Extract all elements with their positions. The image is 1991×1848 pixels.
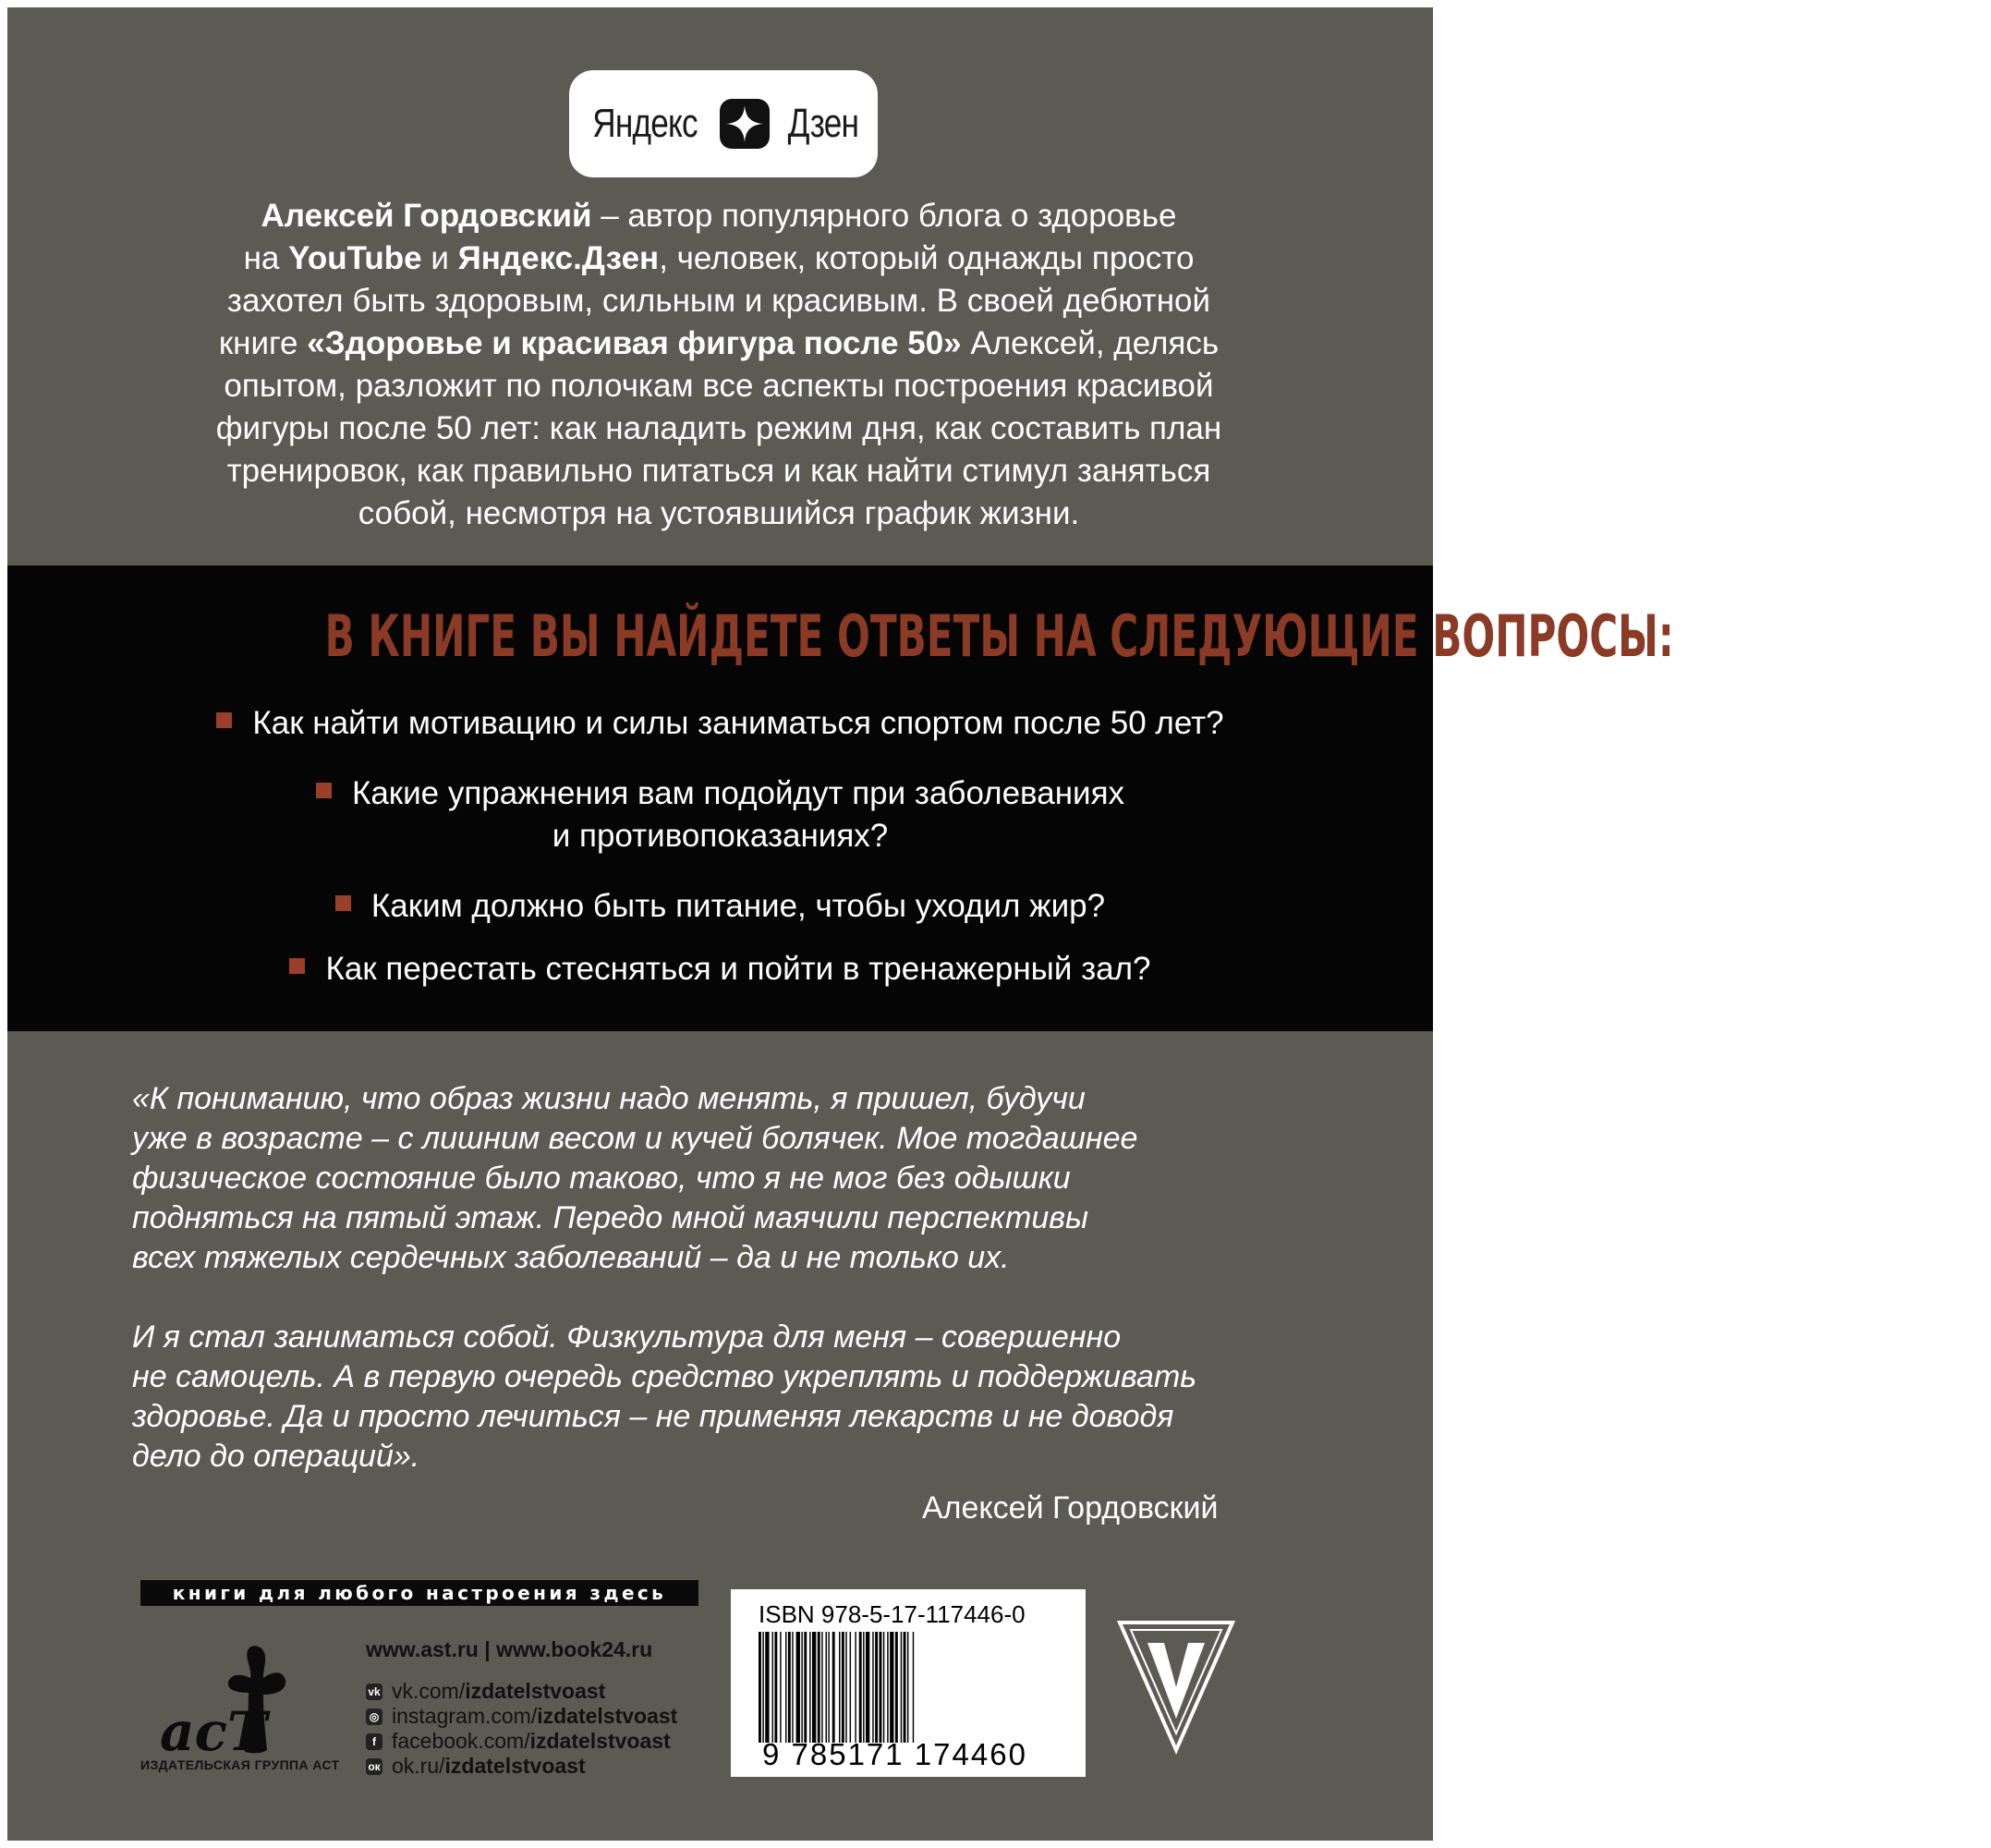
intro-line: опытом, разложит по полочкам все аспекты построения красивой [224,368,1214,404]
barcode-bar [842,1632,844,1743]
zen-word: Дзен [787,101,859,146]
quote-line: «К пониманию, что образ жизни надо менять, я пришел, будучи [132,1081,1086,1116]
intro-text: и [421,240,458,276]
barcode-bar [826,1632,827,1743]
isbn-barcode-box [731,1589,1086,1777]
questions-title [7,602,1674,670]
barcode-bar [850,1632,851,1743]
barcode-bar [828,1632,829,1743]
social-link-facebook[interactable] [366,1729,735,1754]
question-item-continued [7,815,1433,857]
intro-youtube: YouTube [288,240,422,276]
question-text: и противопоказаниях? [552,818,889,854]
barcode-bar [809,1632,810,1743]
social-prefix: instagram.com/ [392,1704,538,1728]
intro-text: книге [218,325,308,361]
social-link-instagram[interactable] [366,1704,735,1729]
barcode-bar [883,1632,884,1743]
intro-line: тренировок, как правильно питаться и как найти стимул заняться [226,453,1211,489]
ast-logo-text: acT [160,1700,268,1763]
barcode-bar [759,1632,761,1743]
barcode-bar [821,1632,822,1743]
intro-book-title: «Здоровье и красивая фигура после 50» [307,325,962,361]
zen-star-icon [720,99,770,149]
barcode-icon [759,1632,1063,1743]
social-prefix: facebook.com/ [392,1729,530,1753]
barcode-bar [907,1632,908,1743]
barcode-bar [765,1632,769,1743]
intro-text: , человек, который однажды просто [659,240,1195,276]
quote-author: Алексей Гордовский [922,1490,1219,1526]
questions-title-text: В КНИГЕ ВЫ НАЙДЕТЕ ОТВЕТЫ НА СЛЕДУЮЩИЕ ВОПРОСЫ: [324,602,1674,670]
barcode-bar [866,1632,869,1743]
barcode-bar [785,1632,786,1743]
intro-text: Алексей, делясь [961,325,1220,361]
square-bullet-icon [316,783,332,798]
question-text: Каким должно быть питание, чтобы уходил жир? [370,888,1106,924]
quote-line: всех тяжелых сердечных заболеваний – да и не только их. [132,1240,1010,1275]
question-item [7,702,1433,745]
quote-line: уже в возрасте – с лишним весом и кучей болячек. Мое тогдашнее [132,1121,1138,1156]
barcode-bar [875,1632,878,1743]
barcode-bar [792,1632,793,1743]
barcode-bar [901,1632,902,1743]
social-handle: izdatelstvoast [537,1704,678,1728]
facebook-icon: f [366,1733,382,1750]
square-bullet-icon [216,712,232,728]
intro-text: – автор популярного блога о здоровье [591,198,1177,234]
social-link-vk[interactable] [366,1679,735,1704]
intro-author-name: Алексей Гордовский [261,198,592,234]
intro-line: фигуры после 50 лет: как наладить режим дня, как составить план [215,410,1222,446]
question-item [7,772,1433,815]
barcode-bar [863,1632,864,1743]
question-item [7,885,1433,928]
barcode-bar [859,1632,862,1743]
isbn-label: ISBN 978-5-17-117446-0 [759,1600,1026,1628]
social-prefix: vk.com/ [392,1679,466,1703]
author-intro [118,195,1319,535]
barcode-bar [812,1632,816,1743]
question-text: Как найти мотивацию и силы заниматься спортом после 50 лет? [252,705,1224,741]
social-link-ok[interactable] [366,1754,735,1779]
quote-line: не самоцель. А в первую очередь средство укреплять и поддерживать [132,1359,1197,1394]
yandex-zen-badge [569,70,878,177]
quote-line: физическое состояние было таково, что я не мог без одышки [132,1161,1071,1196]
yandex-word: Яндекс [592,101,698,146]
barcode-bar [796,1632,800,1743]
publisher-sites[interactable]: www.ast.ru | www.book24.ru [366,1637,653,1661]
barcode-bar [788,1632,791,1743]
barcode-bar [887,1632,888,1743]
book-back-cover [7,7,1674,1841]
social-handle: izdatelstvoast [465,1679,606,1703]
intro-line: собой, несмотря на устоявшийся график жизни. [358,495,1080,531]
square-bullet-icon [335,895,351,911]
barcode-bar [832,1632,835,1743]
question-text: Какие упражнения вам подойдут при заболеваниях [351,775,1125,811]
barcode-digits: 9 785171 174460 [762,1737,1027,1771]
quote-paragraph-1 [132,1079,1333,1278]
quote-paragraph-2 [132,1318,1333,1477]
barcode-bar [780,1632,781,1743]
ast-logo-icon [160,1641,317,1766]
v-publisher-logo-icon [1116,1615,1236,1754]
quote-line: подняться на пятый этаж. Передо мной маячили перспективы [132,1200,1088,1235]
questions-band [7,565,1674,1031]
barcode-bar [880,1632,882,1743]
quote-line: дело до операций». [132,1439,420,1474]
barcode-bar [904,1632,906,1743]
social-handle: izdatelstvoast [529,1729,671,1753]
question-text: Как перестать стесняться и пойти в тренажерный зал? [325,951,1151,987]
barcode-bar [774,1632,777,1743]
barcode-bar [845,1632,846,1743]
barcode-bar [801,1632,802,1743]
intro-yandex-zen: Яндекс.Дзен [457,240,660,276]
barcode-bar [804,1632,807,1743]
instagram-icon: ◎ [366,1708,382,1725]
odnoklassniki-icon: ок [366,1758,382,1775]
social-prefix: ok.ru/ [392,1754,445,1778]
barcode-bar [895,1632,898,1743]
quote-line: здоровье. Да и просто лечиться – не применяя лекарств и не доводя [132,1399,1174,1434]
barcode-bar [913,1632,914,1743]
intro-line: захотел быть здоровым, сильным и красивым. В своей дебютной [226,283,1211,319]
barcode-bar [890,1632,893,1743]
intro-text: на [243,240,289,276]
social-handle: izdatelstvoast [444,1754,586,1778]
question-item [7,948,1433,991]
publisher-slogan: книги для любого настроения здесь [140,1580,698,1606]
quote-line: И я стал заниматься собой. Физкультура для меня – совершенно [132,1319,1122,1355]
square-bullet-icon [289,958,305,974]
publisher-caption: ИЗДАТЕЛЬСКАЯ ГРУППА АСТ [140,1757,340,1772]
barcode-bar [839,1632,840,1743]
vk-icon: vk [366,1684,382,1700]
barcode-bar [818,1632,820,1743]
barcode-bar [762,1632,763,1743]
barcode-bar [855,1632,856,1743]
barcode-bar [872,1632,873,1743]
barcode-bar [772,1632,773,1743]
